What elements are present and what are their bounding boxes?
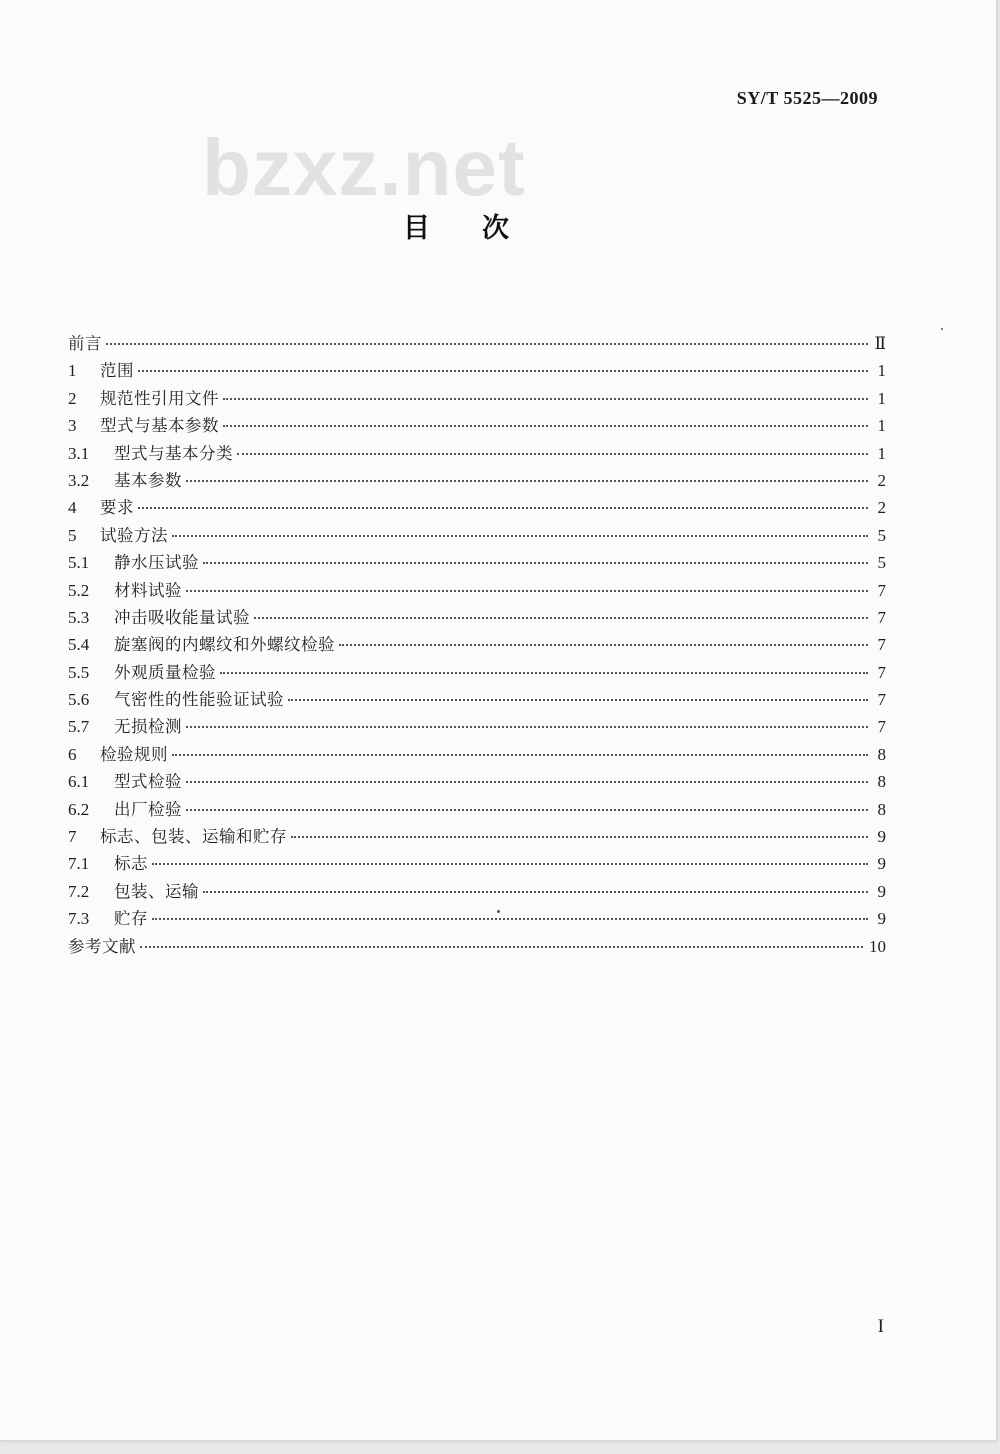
toc-dot-leader [140, 946, 863, 948]
toc-entry-title: 静水压试验 [114, 553, 199, 573]
toc-entry-page: 1 [877, 388, 886, 408]
toc-entry-title: 基本参数 [114, 470, 182, 490]
toc-entry-page: 7 [877, 580, 886, 600]
toc-entry[interactable] [68, 823, 886, 850]
toc-entry-title: 参考文献 [68, 936, 136, 956]
toc-entry[interactable] [68, 659, 886, 686]
toc-entry-page: 9 [877, 854, 886, 874]
toc-entry-title: 标志、包装、运输和贮存 [100, 827, 287, 847]
toc-entry[interactable] [68, 905, 886, 932]
toc-entry-page: 7 [877, 690, 886, 710]
toc-dot-leader [220, 672, 868, 674]
toc-dot-leader [186, 726, 868, 728]
toc-entry-title: 冲击吸收能量试验 [114, 607, 250, 627]
toc-entry-title: 外观质量检验 [114, 662, 216, 682]
toc-entry-page: 5 [877, 525, 886, 545]
toc-entry-number: 7.1 [68, 854, 90, 874]
toc-dot-leader [186, 809, 868, 811]
toc-entry[interactable] [68, 330, 886, 357]
toc-entry-title: 气密性的性能验证试验 [114, 690, 284, 710]
toc-entry-number: 5.6 [68, 690, 90, 710]
toc-entry-page: 1 [877, 443, 886, 463]
toc-entry-number: 7.2 [68, 881, 90, 901]
toc-dot-leader [186, 590, 868, 592]
toc-entry-number: 5 [68, 525, 77, 545]
toc-dot-leader [172, 535, 868, 537]
toc-entry-title: 范围 [100, 361, 134, 381]
toc-entry-number: 3.1 [68, 443, 90, 463]
toc-entry[interactable] [68, 577, 886, 604]
toc-title: 目次 [403, 213, 561, 244]
toc-entry[interactable] [68, 467, 886, 494]
toc-dot-leader [237, 453, 868, 455]
toc-entry[interactable] [68, 878, 886, 905]
toc-entry-page: 8 [877, 799, 886, 819]
toc-entry-page: 2 [877, 470, 886, 490]
toc-entry[interactable] [68, 933, 886, 960]
toc-entry-title: 贮存 [114, 909, 148, 929]
toc-entry[interactable] [68, 494, 886, 521]
toc-entry[interactable] [68, 522, 886, 549]
table-of-contents [68, 330, 886, 960]
toc-entry-title: 试验方法 [100, 525, 168, 545]
toc-dot-leader [106, 343, 868, 345]
toc-entry-page: 9 [877, 827, 886, 847]
toc-dot-leader [186, 781, 868, 783]
toc-entry-page: 7 [877, 635, 886, 655]
toc-entry-number: 6.2 [68, 799, 90, 819]
toc-entry-title: 包装、运输 [114, 881, 199, 901]
page-number: I [877, 1316, 884, 1337]
toc-dot-leader [152, 863, 868, 865]
toc-dot-leader [152, 918, 868, 920]
toc-entry-title: 前言 [68, 334, 102, 353]
toc-entry-page: 7 [877, 607, 886, 627]
toc-entry-number: 5.2 [68, 580, 90, 600]
watermark: bzxz.net [202, 123, 526, 212]
toc-entry[interactable] [68, 768, 886, 795]
toc-dot-leader [172, 754, 868, 756]
toc-entry-title: 出厂检验 [114, 799, 182, 819]
toc-entry-title: 无损检测 [114, 717, 182, 737]
toc-entry-title: 检验规则 [100, 744, 168, 764]
toc-entry-title: 旋塞阀的内螺纹和外螺纹检验 [114, 635, 335, 655]
toc-entry[interactable] [68, 713, 886, 740]
toc-entry[interactable] [68, 604, 886, 631]
toc-entry-page: 8 [877, 744, 886, 764]
toc-entry-page: 1 [877, 361, 886, 381]
toc-entry[interactable] [68, 631, 886, 658]
toc-entry-page: 7 [877, 717, 886, 737]
toc-entry-number: 5.5 [68, 662, 90, 682]
toc-entry-number: 6 [68, 744, 77, 764]
standard-code: SY/T 5525—2009 [736, 88, 878, 108]
toc-dot-leader [223, 398, 868, 400]
toc-entry-page: 1 [877, 416, 886, 436]
toc-entry[interactable] [68, 357, 886, 384]
toc-entry-page: Ⅱ [874, 334, 886, 353]
toc-entry-number: 4 [68, 498, 77, 518]
toc-dot-leader [203, 891, 868, 893]
toc-entry[interactable] [68, 686, 886, 713]
toc-entry-page: 10 [869, 936, 886, 956]
toc-dot-leader [291, 836, 868, 838]
toc-dot-leader [138, 507, 868, 509]
toc-entry-number: 3.2 [68, 470, 90, 490]
toc-entry-title: 要求 [100, 498, 134, 518]
toc-entry[interactable] [68, 741, 886, 768]
toc-entry[interactable] [68, 440, 886, 467]
toc-entry-title: 型式检验 [114, 772, 182, 792]
toc-entry-number: 3 [68, 416, 77, 436]
scan-speck [941, 328, 943, 330]
toc-entry-title: 材料试验 [114, 580, 182, 600]
toc-entry-title: 型式与基本参数 [100, 416, 219, 436]
toc-entry-page: 9 [877, 881, 886, 901]
toc-entry-number: 5.1 [68, 553, 90, 573]
toc-dot-leader [288, 699, 868, 701]
toc-entry-page: 7 [877, 662, 886, 682]
toc-entry-title: 标志 [114, 854, 148, 874]
toc-entry-number: 5.7 [68, 717, 90, 737]
toc-entry-number: 5.4 [68, 635, 90, 655]
toc-entry-page: 9 [877, 909, 886, 929]
toc-entry-page: 8 [877, 772, 886, 792]
toc-dot-leader [138, 370, 868, 372]
toc-entry-number: 1 [68, 361, 77, 381]
toc-entry-number: 2 [68, 388, 77, 408]
toc-entry[interactable] [68, 850, 886, 877]
toc-dot-leader [223, 425, 868, 427]
toc-dot-leader [254, 617, 868, 619]
toc-entry-title: 型式与基本分类 [114, 443, 233, 463]
toc-entry-page: 5 [877, 553, 886, 573]
scan-speck [497, 910, 500, 913]
toc-entry[interactable] [68, 796, 886, 823]
toc-entry-number: 5.3 [68, 607, 90, 627]
toc-dot-leader [186, 480, 868, 482]
toc-entry-number: 7.3 [68, 909, 90, 929]
toc-entry[interactable] [68, 412, 886, 439]
toc-entry[interactable] [68, 385, 886, 412]
toc-entry-number: 6.1 [68, 772, 90, 792]
toc-dot-leader [203, 562, 868, 564]
toc-entry-number: 7 [68, 827, 77, 847]
toc-entry[interactable] [68, 549, 886, 576]
toc-entry-title: 规范性引用文件 [100, 388, 219, 408]
toc-dot-leader [339, 644, 868, 646]
toc-entry-page: 2 [877, 498, 886, 518]
